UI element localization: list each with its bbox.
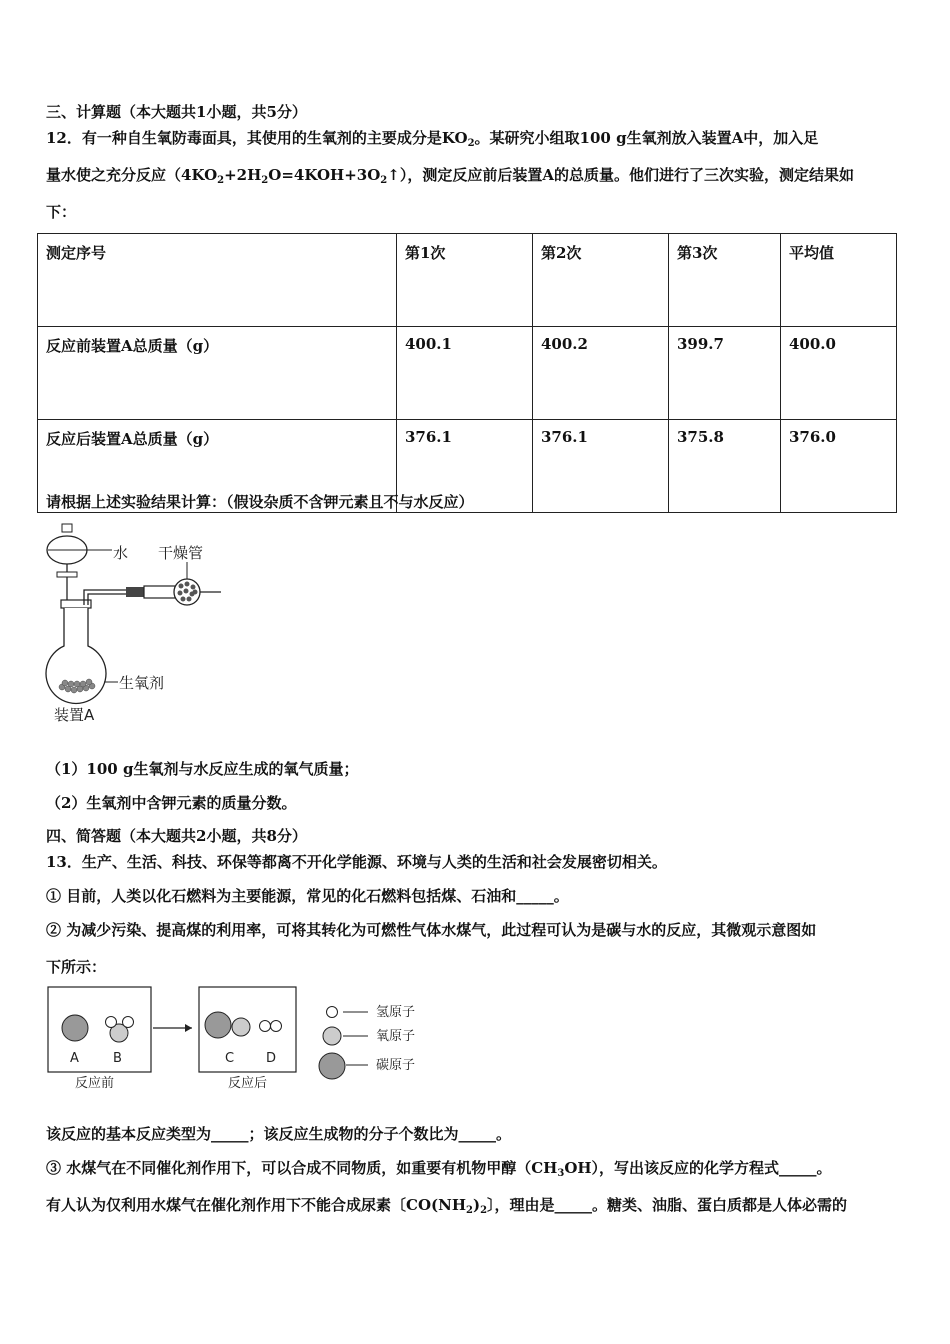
- molecule-c-carbon: [205, 1012, 231, 1038]
- q12-line1: 12．有一种自生氧防毒面具，其使用的生氧剂的主要成分是$KO_2$。某研究小组取100 g生氧剂放入装置A中，加入足: [46, 129, 819, 149]
- label-water: 水: [113, 544, 129, 562]
- section3-heading: 三、计算题（本大题共1小题，共5分）: [46, 103, 307, 121]
- legend-oxygen-atom: [323, 1027, 341, 1045]
- rubber-connector: [126, 587, 144, 597]
- label-drying-tube: 干燥管: [158, 544, 204, 562]
- caption-before: 反应前: [75, 1076, 115, 1091]
- reaction-question: 该反应的基本反应类型为_____；该反应生成物的分子个数比为_____。: [46, 1125, 512, 1143]
- label-d: D: [266, 1051, 277, 1066]
- arrow-head: [185, 1024, 192, 1032]
- results-table: [37, 233, 897, 513]
- molecule-b-hydrogen: [106, 1017, 117, 1028]
- q13-last-line: 有人认为仅利用水煤气在催化剂作用下不能合成尿素〔$CO(NH_2)_2$〕，理由是_____。糖类、油脂、蛋白质都是人体必需的: [46, 1196, 848, 1216]
- section4-heading: 四、简答题（本大题共2小题，共8分）: [46, 827, 307, 845]
- legend-carbon-atom: [319, 1053, 345, 1079]
- table-cell: 反应后装置A总质量（g）: [38, 420, 397, 513]
- flask-stopper: [61, 600, 91, 608]
- table-header-cell: 第1次: [397, 234, 533, 327]
- q12-line3: 下：: [46, 203, 77, 221]
- table-cell: 399.7: [669, 327, 781, 420]
- table-header-cell: 第2次: [533, 234, 669, 327]
- molecule-c-oxygen: [232, 1018, 250, 1036]
- table-cell: 400.2: [533, 327, 669, 420]
- table-cell: 400.1: [397, 327, 533, 420]
- q13-item2-line1: ② 为减少污染、提高煤的利用率，可将其转化为可燃性气体水煤气，此过程可认为是碳与水的反应，其微观示意图如: [46, 921, 817, 939]
- table-header-cell: 测定序号: [38, 234, 397, 327]
- table-cell: 375.8: [669, 420, 781, 513]
- table-cell: 400.0: [781, 327, 897, 420]
- stopcock: [57, 572, 77, 577]
- q12-line2: 量水使之充分反应$(4KO_2+2H_2O=4KOH+3O_2↑)$，测定反应前后装置A的总质量。他们进行了三次实验，测定结果如: [46, 166, 854, 186]
- sub-question-1: （1）100 g生氧剂与水反应生成的氧气质量；: [46, 760, 359, 778]
- legend-hydrogen-atom: [327, 1007, 338, 1018]
- q13-intro: 13．生产、生活、科技、环保等都离不开化学能源、环境与人类的生活和社会发展密切相关。: [46, 853, 667, 871]
- molecule-a-carbon: [62, 1015, 88, 1041]
- label-c: C: [225, 1051, 235, 1066]
- caption-after: 反应后: [228, 1076, 268, 1091]
- label-a: A: [70, 1051, 79, 1066]
- table-cell: 376.0: [781, 420, 897, 513]
- molecule-b-hydrogen: [123, 1017, 134, 1028]
- table-cell: 376.1: [533, 420, 669, 513]
- q13-item3: ③ 水煤气在不同催化剂作用下，可以合成不同物质，如重要有机物甲醇$(CH_3OH)$，写出该反应的化学方程式_____。: [46, 1159, 832, 1179]
- instruction: 请根据上述实验结果计算：（假设杂质不含钾元素且不与水反应）: [46, 493, 474, 511]
- table-row: [38, 327, 897, 420]
- table-header-cell: 第3次: [669, 234, 781, 327]
- reaction-diagram: [46, 985, 446, 1095]
- table-cell: 反应前装置A总质量（g）: [38, 327, 397, 420]
- table-header-cell: 平均值: [781, 234, 897, 327]
- funnel-stopper: [62, 524, 72, 532]
- label-device: 装置A: [54, 706, 95, 724]
- legend-hydrogen-label: 氢原子: [376, 1005, 416, 1020]
- table-header-row: [38, 234, 897, 327]
- molecule-d-hydrogen: [260, 1021, 271, 1032]
- label-b: B: [113, 1051, 122, 1066]
- label-oxygen-agent: 生氧剂: [119, 674, 165, 692]
- q13-item2-line2: 下所示：: [46, 958, 107, 976]
- apparatus-figure: [40, 520, 240, 730]
- q13-item1: ① 目前，人类以化石燃料为主要能源，常见的化石燃料包括煤、石油和_____。: [46, 887, 569, 905]
- table-cell: 376.1: [397, 420, 533, 513]
- molecule-d-hydrogen: [271, 1021, 282, 1032]
- legend-oxygen-label: 氧原子: [376, 1029, 416, 1044]
- sub-question-2: （2）生氧剂中含钾元素的质量分数。: [46, 794, 297, 812]
- legend-carbon-label: 碳原子: [376, 1058, 416, 1073]
